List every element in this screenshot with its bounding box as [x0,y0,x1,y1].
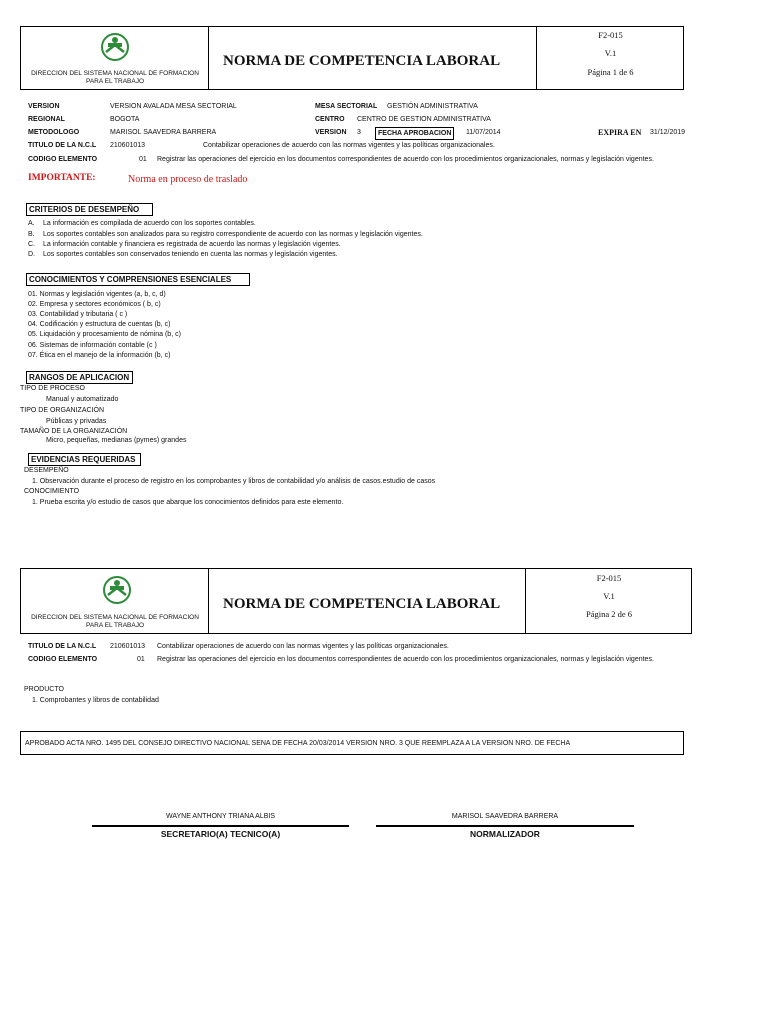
titulo-label: TITULO DE LA N.C.L [28,643,97,650]
version-label: VERSION [28,103,60,110]
fecha-aprobacion-value: 11/07/2014 [466,129,501,136]
header-org-line1: DIRECCION DEL SISTEMA NACIONAL DE FORMACION [31,614,199,621]
header-info-cell [536,27,683,89]
criterio-letter: D. [28,251,35,258]
desempeno-item: 1. Observación durante el proceso de registro en los comprobantes y libros de contabilidad y/o análisis de casos.estudio de casos [32,478,436,485]
importante-label: IMPORTANTE: [28,173,96,183]
codigo-value: Registrar las operaciones del ejercicio en los documentos correspondientes de acuerdo con los procedimientos organizacionales, normas y legislación vigentes. [157,156,654,163]
fecha-aprobacion-label: FECHA APROBACION [375,127,454,140]
evidencias-title: EVIDENCIAS REQUERIDAS [28,453,141,466]
criterio-text: Los soportes contables son conservados teniendo en cuenta las normas y legislación vigentes. [43,251,338,258]
criterios-title: CRITERIOS DE DESEMPEÑO [26,203,153,216]
titulo-code: 210601013 [110,643,146,650]
conocimiento-item: 06. Sistemas de información contable (c ) [28,342,157,349]
conocimiento-item: 07. Ética en el manejo de la información (b, c) [28,352,171,359]
centro-value: CENTRO DE GESTION ADMINISTRATIVA [357,116,491,123]
regional-value: BOGOTA [110,116,140,123]
conocimiento-item: 05. Liquidación y procesamiento de nómina (b, c) [28,331,181,338]
page2-header [20,568,692,634]
conocimientos-title: CONOCIMIENTOS Y COMPRENSIONES ESENCIALES [26,273,250,286]
version2-label: VERSION [315,129,347,136]
signature-1-role: SECRETARIO(A) TECNICO(A) [160,829,281,839]
conocimiento-item: 02. Empresa y sectores económicos ( b, c) [28,301,161,308]
header-title: NORMA DE COMPETENCIA LABORAL [223,53,501,69]
conocimiento-label: CONOCIMIENTO [24,488,80,495]
tipo-proceso-value: Manual y automatizado [46,396,119,403]
expira-label: EXPIRA EN [598,128,642,137]
header-title: NORMA DE COMPETENCIA LABORAL [223,596,501,612]
criterio-letter: A. [28,220,35,227]
codigo-label: CODIGO ELEMENTO [28,656,98,663]
titulo-value: Contabilizar operaciones de acuerdo con las normas vigentes y las políticas organizacionales. [157,643,449,650]
page1-header [20,26,684,90]
tamano-label: TAMAÑO DE LA ORGANIZACIÓN [20,428,128,435]
page-number: Página 1 de 6 [587,67,634,77]
form-version: V.1 [604,48,617,58]
criterio-text: La información es compilada de acuerdo con los soportes contables. [43,220,256,227]
importante-value: Norma en proceso de traslado [128,174,248,185]
signature-2-name: MARISOL SAAVEDRA BARRERA [451,813,559,820]
sena-logo-icon [100,32,130,62]
metodologo-label: METODOLOGO [28,129,80,136]
titulo-value: Contabilizar operaciones de acuerdo con las normas vigentes y las políticas organizacionales. [203,142,495,149]
tipo-org-label: TIPO DE ORGANIZACIÓN [20,407,105,414]
tipo-org-value: Públicas y privadas [46,418,107,425]
codigo-value: Registrar las operaciones del ejercicio en los documentos correspondientes de acuerdo con los procedimientos organizacionales, normas y legislación vigentes. [157,656,654,663]
tamano-value: Micro, pequeñas, medianas (pymes) grandes [46,437,187,444]
metodologo-value: MARISOL SAAVEDRA BARRERA [110,129,217,136]
codigo-num: 01 [137,656,145,663]
conocimiento-item: 01. Normas y legislación vigentes (a, b, c, d) [28,291,166,298]
producto-item: 1. Comprobantes y libros de contabilidad [32,697,159,704]
form-code: F2-015 [598,30,623,40]
titulo-code: 210601013 [110,142,146,149]
rangos-title: RANGOS DE APLICACION [26,371,133,384]
signature-2-line [376,825,634,827]
mesa-value: GESTIÓN ADMINISTRATIVA [387,103,478,110]
regional-label: REGIONAL [28,116,65,123]
criterio-text: Los soportes contables son analizados para su registro correspondiente de acuerdo con las normas y legislación vigentes. [43,231,423,238]
conocimiento-item: 03. Contabilidad y tributaria ( c ) [28,311,128,318]
version-value: VERSION AVALADA MESA SECTORIAL [110,103,237,110]
form-code: F2-015 [596,573,622,583]
criterio-letter: C. [28,241,35,248]
page-number: Página 2 de 6 [585,609,633,619]
signature-1-name: WAYNE ANTHONY TRIANA ALBIS [165,813,276,820]
header-org-line2: PARA EL TRABAJO [85,78,145,85]
criterio-letter: B. [28,231,35,238]
conocimiento-item: 04. Codificación y estructura de cuentas (b, c) [28,321,171,328]
mesa-label: MESA SECTORIAL [315,103,378,110]
header-org-cell [21,27,209,89]
producto-label: PRODUCTO [24,686,64,693]
version2-value: 3 [357,129,361,136]
form-version: V.1 [603,591,615,601]
expira-value: 31/12/2019 [650,129,686,136]
sena-logo-icon [102,575,132,605]
titulo-label: TITULO DE LA N.C.L [28,142,97,149]
signature-2-role: NORMALIZADOR [470,829,540,839]
header-org-line2: PARA EL TRABAJO [85,622,145,629]
tipo-proceso-label: TIPO DE PROCESO [20,385,85,392]
header-org-cell [21,569,209,633]
centro-label: CENTRO [315,116,345,123]
header-org-line1: DIRECCION DEL SISTEMA NACIONAL DE FORMACION [31,70,199,77]
header-info-cell [525,569,691,633]
desempeno-label: DESEMPEÑO [24,467,69,474]
codigo-label: CODIGO ELEMENTO [28,156,98,163]
criterio-text: La información contable y financiera es registrada de acuerdo las normas y legislación vigentes. [43,241,341,248]
aprobado-text: APROBADO ACTA NRO. 1495 DEL CONSEJO DIRECTIVO NACIONAL SENA DE FECHA 20/03/2014 VERSION NRO. 3 QUE REEMPLAZA A LA VERSION NRO. DE FECHA [25,740,571,747]
signature-1-line [92,825,349,827]
conocimiento-item: 1. Prueba escrita y/o estudio de casos que abarque los conocimientos definidos para este elemento. [32,499,344,506]
aprobado-box [20,731,684,755]
codigo-num: 01 [139,156,147,163]
